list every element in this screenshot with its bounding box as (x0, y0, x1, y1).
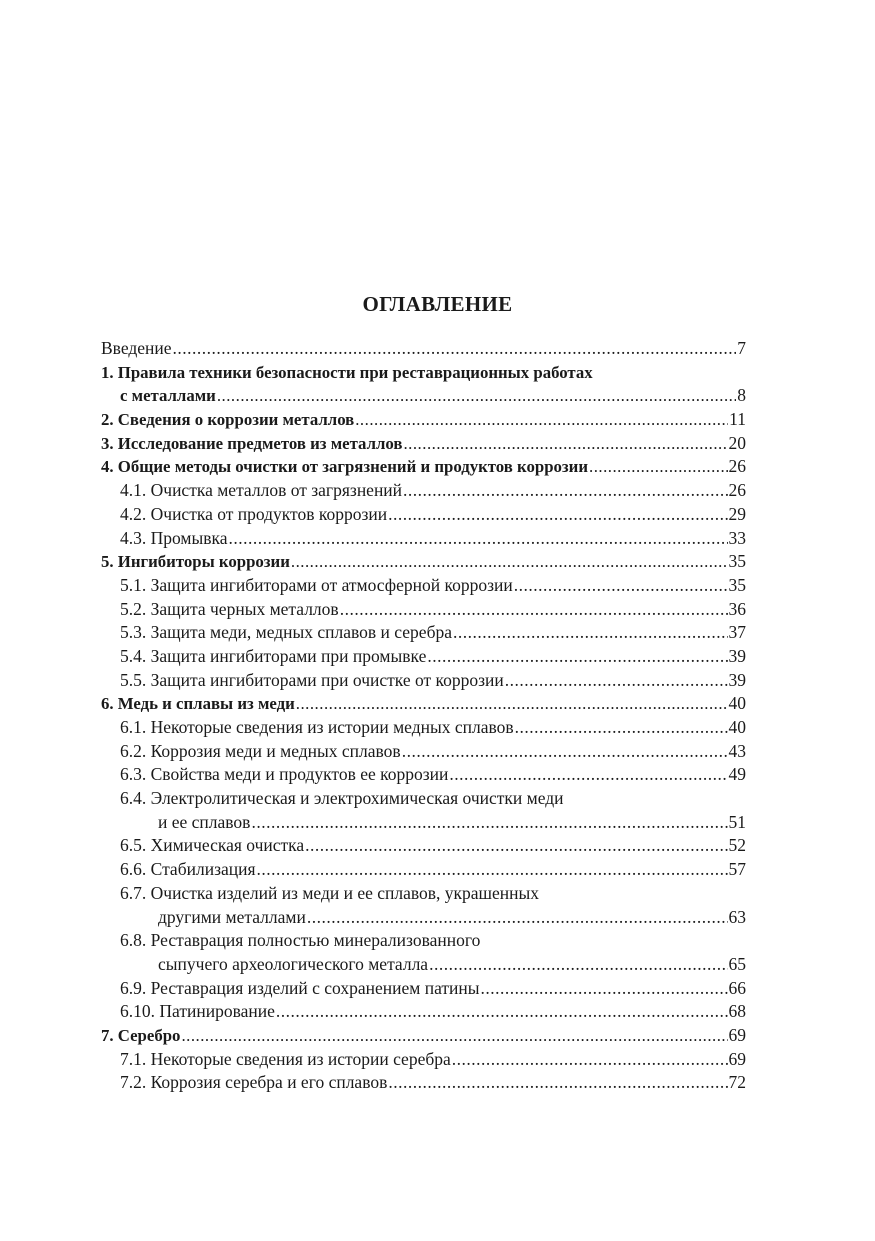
toc-section-entry[interactable] (101, 834, 746, 858)
toc-leader-dots (452, 1048, 728, 1072)
toc-entry-label: 6.8. Реставрация полностью минерализованного (120, 930, 481, 951)
toc-page-number: 57 (728, 859, 746, 880)
toc-page-number: 68 (728, 1001, 746, 1022)
page-title: ОГЛАВЛЕНИЕ (362, 292, 513, 316)
toc-section-entry[interactable] (101, 598, 746, 622)
toc-page-number: 35 (728, 574, 746, 595)
toc-page-number: 49 (728, 764, 746, 785)
toc-section-entry[interactable] (101, 882, 746, 906)
toc-entry-label: 4.3. Промывка (120, 527, 228, 548)
toc-entry-label: 5.1. Защита ингибиторами от атмосферной коррозии (120, 574, 513, 595)
toc-entry-label: 4.1. Очистка металлов от загрязнений (120, 480, 403, 501)
toc-entry-label: 7.2. Коррозия серебра и его сплавов (120, 1072, 388, 1093)
toc-page-number: 40 (728, 717, 746, 737)
toc-entry-label: с металлами (120, 386, 216, 406)
toc-entry-label: другими металлами (158, 906, 306, 927)
toc-section-entry[interactable] (101, 858, 746, 882)
toc-leader-dots (257, 858, 728, 882)
toc-section-entry-continuation[interactable] (101, 906, 746, 930)
toc-page-number: 26 (728, 456, 746, 477)
toc-leader-dots (403, 479, 727, 503)
toc-page-number: 65 (728, 953, 746, 974)
toc-page-number: 35 (728, 551, 746, 572)
toc-section-entry[interactable] (101, 479, 746, 503)
toc-section-entry[interactable] (101, 929, 746, 953)
toc-section-entry-continuation[interactable] (101, 811, 746, 835)
toc-entry-label: 6.3. Свойства меди и продуктов ее коррозии (120, 764, 449, 785)
toc-entry-label: 5.3. Защита меди, медных сплавов и серебра (120, 622, 452, 643)
toc-leader-dots (449, 763, 727, 787)
toc-entry-label: 3. Исследование предметов из металлов (101, 433, 403, 453)
toc-page-number: 40 (728, 693, 746, 714)
toc-leader-dots (515, 716, 728, 740)
toc-entry[interactable] (101, 337, 746, 361)
toc-entry-label: 5. Ингибиторы коррозии (101, 552, 290, 572)
toc-entry-label: 5.4. Защита ингибиторами при промывке (120, 645, 427, 666)
toc-chapter-entry[interactable] (101, 692, 746, 716)
toc-entry-label: сыпучего археологического металла (158, 953, 429, 974)
toc-entry-label: 6.6. Стабилизация (120, 859, 256, 880)
toc-section-entry[interactable] (101, 787, 746, 811)
toc-chapter-entry[interactable] (101, 550, 746, 574)
toc-page-number: 39 (728, 669, 746, 690)
toc-chapter-entry-continuation[interactable] (101, 384, 746, 408)
toc-leader-dots (481, 977, 728, 1001)
toc-section-entry[interactable] (101, 645, 746, 669)
toc-leader-dots (429, 953, 727, 977)
toc-leader-dots (276, 1000, 728, 1024)
toc-page-number: 7 (737, 338, 746, 358)
toc-section-entry-continuation[interactable] (101, 953, 746, 977)
toc-leader-dots (427, 645, 727, 669)
toc-leader-dots (307, 906, 728, 930)
toc-entry-label: 1. Правила техники безопасности при реставрационных работах (101, 362, 593, 382)
toc-entry-label: и ее сплавов (158, 811, 251, 832)
toc-leader-dots (251, 811, 727, 835)
toc-entry-label: 6.2. Коррозия меди и медных сплавов (120, 740, 401, 761)
toc-page-number: 37 (728, 622, 746, 643)
toc-leader-dots (181, 1024, 727, 1048)
toc-leader-dots (305, 834, 727, 858)
toc-entry-label: 6.9. Реставрация изделий с сохранением патины (120, 977, 480, 998)
toc-leader-dots (340, 598, 728, 622)
toc-chapter-entry[interactable] (101, 361, 746, 385)
toc-page-number: 39 (728, 645, 746, 666)
toc-chapter-entry[interactable] (101, 455, 746, 479)
toc-entry-label: 6.4. Электролитическая и электрохимическая очистки меди (120, 788, 564, 809)
toc-leader-dots (403, 432, 727, 456)
toc-section-entry[interactable] (101, 527, 746, 551)
toc-page-number: 72 (728, 1072, 746, 1093)
toc-leader-dots (173, 337, 737, 361)
toc-entry-label: 5.5. Защита ингибиторами при очистке от коррозии (120, 669, 504, 690)
toc-section-entry[interactable] (101, 763, 746, 787)
toc-entry-label: 4. Общие методы очистки от загрязнений и продуктов коррозии (101, 457, 588, 477)
toc-chapter-entry[interactable] (101, 408, 746, 432)
toc-page-number: 26 (728, 480, 746, 501)
toc-entry-label: 2. Сведения о коррозии металлов (101, 410, 355, 430)
toc-section-entry[interactable] (101, 716, 746, 740)
toc-leader-dots (453, 621, 728, 645)
toc-entry-label: 4.2. Очистка от продуктов коррозии (120, 503, 388, 524)
toc-page-number: 66 (728, 977, 746, 998)
toc-section-entry[interactable] (101, 621, 746, 645)
toc-page-number: 51 (728, 811, 746, 832)
toc-leader-dots (355, 408, 728, 432)
toc-page-number: 29 (728, 503, 746, 524)
toc-leader-dots (229, 527, 728, 551)
toc-chapter-entry[interactable] (101, 432, 746, 456)
toc-page-number: 69 (728, 1024, 746, 1045)
toc-entry-label: 6.1. Некоторые сведения из истории медных сплавов (120, 717, 514, 737)
toc-leader-dots (402, 740, 728, 764)
toc-entry-label: 5.2. Защита черных металлов (120, 598, 339, 619)
toc-section-entry[interactable] (101, 1000, 746, 1024)
toc-page-number: 20 (728, 432, 746, 453)
toc-leader-dots (388, 503, 727, 527)
toc-page-number: 36 (728, 598, 746, 619)
toc-entry-label: 6.10. Патинирование (120, 1001, 275, 1022)
toc-page-number: 43 (728, 740, 746, 761)
toc-entry-label: 6.5. Химическая очистка (120, 835, 305, 856)
toc-section-entry[interactable] (101, 574, 746, 598)
toc-entry-label: 6.7. Очистка изделий из меди и ее сплавов, украшенных (120, 882, 540, 903)
toc-leader-dots (291, 550, 728, 574)
toc-section-entry[interactable] (101, 740, 746, 764)
toc-section-entry[interactable] (101, 977, 746, 1001)
toc-section-entry[interactable] (101, 1071, 746, 1095)
toc-entry-label: 6. Медь и сплавы из меди (101, 694, 295, 714)
toc-entry-label: Введение (101, 338, 172, 358)
toc-section-entry[interactable] (101, 669, 746, 693)
toc-page-number: 52 (728, 835, 746, 856)
toc-page-number: 8 (737, 385, 746, 406)
toc-section-entry[interactable] (101, 1048, 746, 1072)
toc-page-number: 33 (728, 527, 746, 548)
toc-leader-dots (514, 574, 728, 598)
toc-page-number: 63 (728, 906, 746, 927)
toc-leader-dots (296, 692, 728, 716)
toc-entry-label: 7. Серебро (101, 1025, 181, 1045)
toc-leader-dots (388, 1071, 727, 1095)
toc-leader-dots (505, 669, 728, 693)
toc-leader-dots (217, 384, 736, 408)
toc-section-entry[interactable] (101, 503, 746, 527)
toc-page-number: 11 (729, 409, 746, 430)
toc-entry-label: 7.1. Некоторые сведения из истории серебра (120, 1048, 451, 1069)
toc-chapter-entry[interactable] (101, 1024, 746, 1048)
table-of-contents (101, 337, 746, 1095)
toc-page-number: 69 (728, 1048, 746, 1069)
toc-leader-dots (589, 455, 728, 479)
